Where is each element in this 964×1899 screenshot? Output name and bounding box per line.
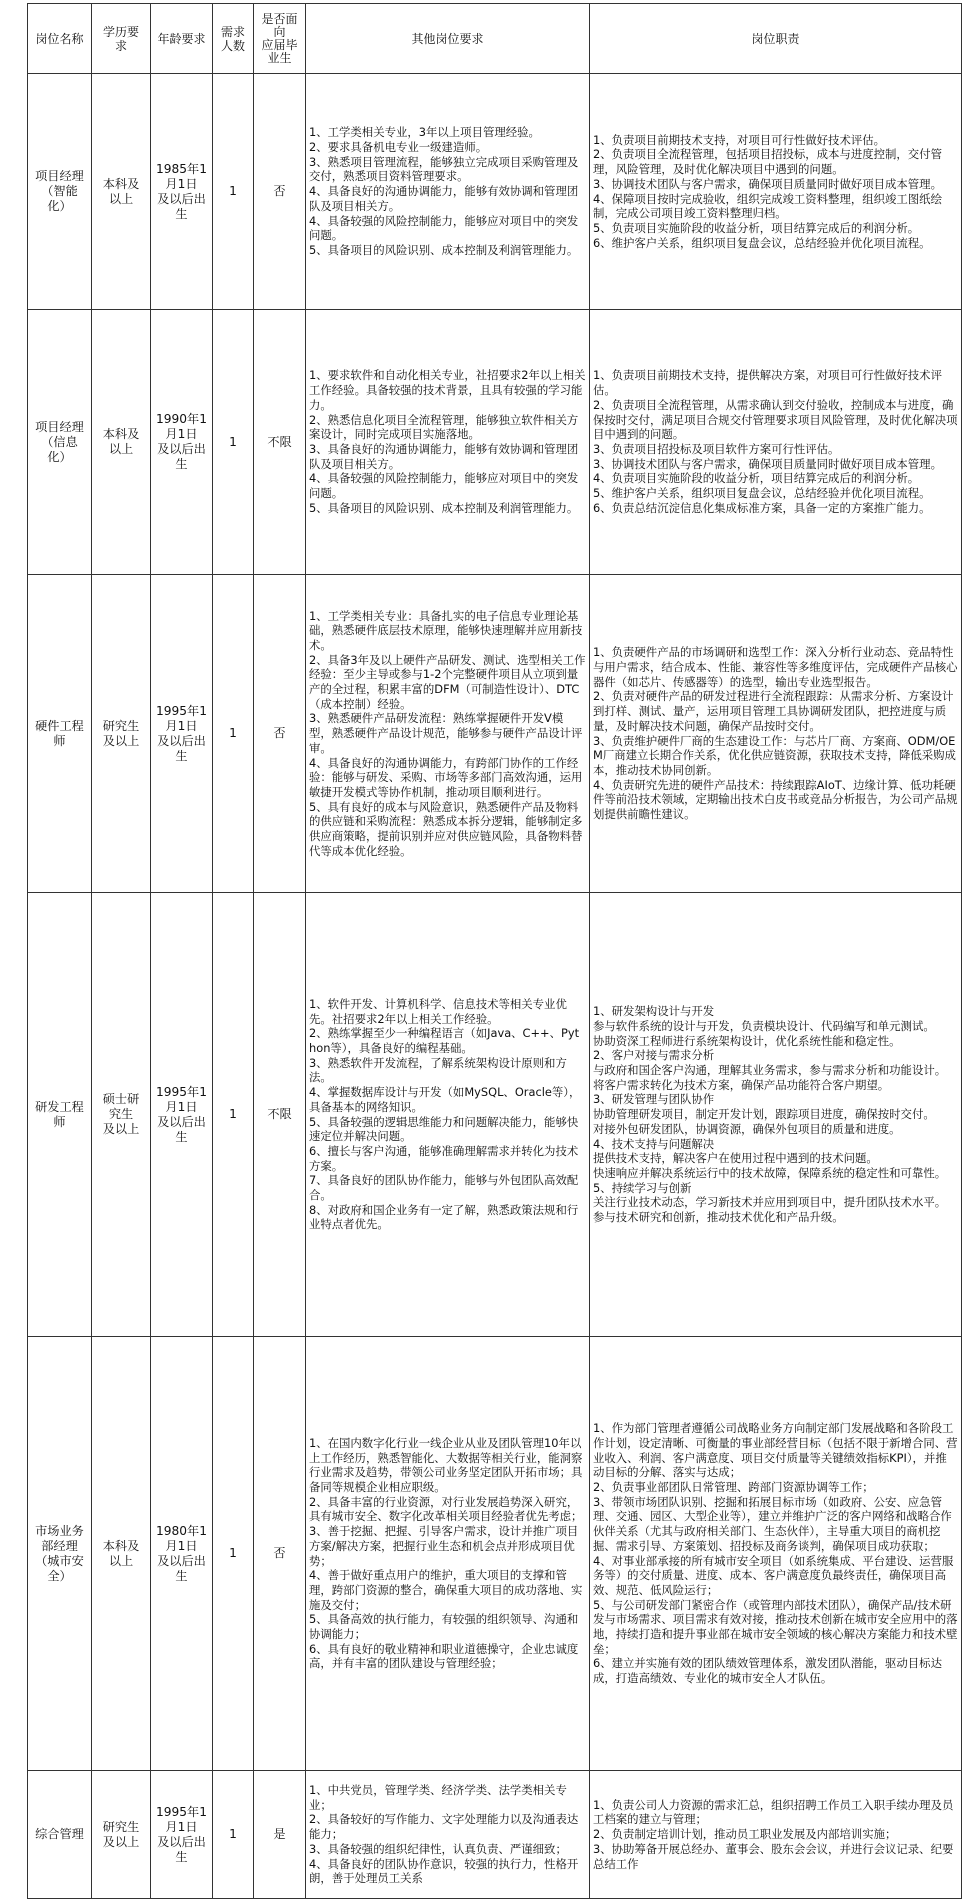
cell-count: 1 [213,1337,254,1771]
header-count: 需求 人数 [213,4,254,74]
cell-age: 1985年1 月1日 及以后出 生 [151,74,213,310]
cell-age: 1995年1 月1日 及以后出 生 [151,893,213,1337]
cell-age: 1995年1 月1日 及以后出 生 [151,1771,213,1899]
header-graduate: 是否面 向 应届毕 业生 [254,4,306,74]
header-other-requirements: 其他岗位要求 [306,4,590,74]
cell-other-requirements: 1、中共党员，管理学类、经济学类、法学类相关专业； 2、具备较好的写作能力、文字处理能力以及沟通表达能力； 3、具备较强的组织纪律性，认真负责、严谨细致； 4、具备良好的团队协作意识，较强的执行力，性格开朗，善于处理员工关系 [306,1771,590,1899]
header-duties: 岗位职责 [590,4,962,74]
cell-education: 研究生 及以上 [92,1771,151,1899]
cell-position-name: 硬件工程 师 [28,575,92,893]
cell-position-name: 综合管理 [28,1771,92,1899]
header-education: 学历要 求 [92,4,151,74]
cell-duties: 1、负责项目前期技术支持，提供解决方案，对项目可行性做好技术评估。 2、负责项目全流程管理，从需求确认到交付验收，控制成本与进度，确保按时交付，满足项目合规交付管理要求项目风险管理，及时优化解决项目中遇到的问题。 3、负责项目招投标及项目软件方案可行性评估。 3、协调技术团队与客户需求，确保项目质量同时做好项目成本管理。 4、负责项目实施阶段的收益分析，项目结算完成后的利润分析。 5、维护客户关系，组织项目复盘会议，总结经验并优化项目流程。 6、负责总结沉淀信息化集成标准方案，具备一定的方案推广能力。 [590,310,962,575]
cell-education: 硕士研 究生 及以上 [92,893,151,1337]
cell-duties: 1、负责公司人力资源的需求汇总，组织招聘工作员工入职手续办理及员工档案的建立与管理； 2、负责制定培训计划，推动员工职业发展及内部培训实施； 3、协助筹备开展总经办、董事会、股东会会议，并进行会议记录、纪要总结工作 [590,1771,962,1899]
cell-position-name: 项目经理 （智能 化） [28,74,92,310]
cell-graduate: 不限 [254,310,306,575]
cell-age: 1995年1 月1日 及以后出 生 [151,575,213,893]
cell-duties: 1、负责项目前期技术支持，对项目可行性做好技术评估。 2、负责项目全流程管理，包括项目招投标，成本与进度控制，交付管理，风险管理，及时优化解决项目中遇到的问题。 3、协调技术团队与客户需求，确保项目质量同时做好项目成本管理。 4、保障项目按时完成验收，组织完成竣工资料整理，组织竣工图纸绘制，完成公司项目竣工资料整理归档。 5、负责项目实施阶段的收益分析，项目结算完成后的利润分析。 6、维护客户关系，组织项目复盘会议，总结经验并优化项目流程。 [590,74,962,310]
cell-duties: 1、作为部门管理者遵循公司战略业务方向制定部门发展战略和各阶段工作计划，设定清晰、可衡量的事业部经营目标（包括不限于新增合同、营业收入、利润、客户满意度、项目交付质量等关键绩效指标KPI），并推动目标的分解、落实与达成； 2、负责事业部团队日常管理、跨部门资源协调等工作； 3、带领市场团队识别、挖掘和拓展目标市场（如政府、公安、应急管理、交通、园区、大型企业等），建立并维护广泛的客户网络和战略合作伙伴关系（尤其与政府相关部门、生态伙伴），主导重大项目的商机挖掘、需求引导、方案策划、招投标及商务谈判，确保项目成功获取； 4、对事业部承接的所有城市安全项目（如系统集成、平台建设、运营服务等）的交付质量、进度、成本、客户满意度负最终责任，确保项目高效、规范、低风险运行； 5、与公司研发部门紧密合作（或管理内部技术团队），确保产品/技术研发与市场需求、项目需求有效对接，推动技术创新在城市安全应用中的落地，持续打造和提升事业部在城市安全领域的核心解决方案能力和技术壁垒； 6、建立并实施有效的团队绩效管理体系，激发团队潜能，驱动目标达成，打造高绩效、专业化的城市安全人才队伍。 [590,1337,962,1771]
cell-education: 本科及 以上 [92,310,151,575]
cell-position-name: 项目经理 （信息 化） [28,310,92,575]
cell-other-requirements: 1、工学类相关专业：具备扎实的电子信息专业理论基础，熟悉硬件底层技术原理，能够快速理解并应用新技术。 2、具备3年及以上硬件产品研发、测试、选型相关工作经验：至少主导或参与1-2个完整硬件项目从立项到量产的全过程，积累丰富的DFM（可制造性设计）、DTC（成本控制）经验。 3、熟悉硬件产品研发流程：熟练掌握硬件开发V模型，熟悉硬件产品设计规范，能够参与硬件产品设计评审。 4、具备良好的沟通协调能力，有跨部门协作的工作经验：能够与研发、采购、市场等多部门高效沟通，运用敏捷开发模式等协作机制，推动项目顺利进行。 5、具有良好的成本与风险意识，熟悉硬件产品及物料的供应链和采购流程：熟悉成本拆分逻辑，能够制定多供应商策略，提前识别并应对供应链风险，具备物料替代等成本优化经验。 [306,575,590,893]
cell-other-requirements: 1、软件开发、计算机科学、信息技术等相关专业优先。社招要求2年以上相关工作经验。 2、熟练掌握至少一种编程语言（如Java、C++、Python等），具备良好的编程基础。 3、熟悉软件开发流程，了解系统架构设计原则和方法。 4、掌握数据库设计与开发（如MySQL、Oracle等），具备基本的网络知识。 5、具备较强的逻辑思维能力和问题解决能力，能够快速定位并解决问题。 6、擅长与客户沟通，能够准确理解需求并转化为技术方案。 7、具备良好的团队协作能力，能够与外包团队高效配合。 8、对政府和国企业务有一定了解，熟悉政策法规和行业特点者优先。 [306,893,590,1337]
cell-position-name: 市场业务 部经理 （城市安 全） [28,1337,92,1771]
table-row [28,1337,962,1771]
table-row [28,74,962,310]
table-header-row [28,4,962,74]
cell-graduate: 不限 [254,893,306,1337]
cell-education: 本科及 以上 [92,74,151,310]
table-row [28,893,962,1337]
cell-duties: 1、负责硬件产品的市场调研和选型工作：深入分析行业动态、竞品特性与用户需求，结合成本、性能、兼容性等多维度评估，完成硬件产品核心器件（如芯片、传感器等）的选型，输出专业选型报告。 2、负责对硬件产品的研发过程进行全流程跟踪：从需求分析、方案设计到打样、测试、量产，运用项目管理工具协调研发团队，把控进度与质量，及时解决技术问题，确保产品按时交付。 3、负责维护硬件厂商的生态建设工作：与芯片厂商、方案商、ODM/OEM厂商建立长期合作关系，优化供应链资源，获取技术支持，降低采购成本，推动技术协同创新。 4、负责研究先进的硬件产品技术：持续跟踪AIoT、边缘计算、低功耗硬件等前沿技术领域，定期输出技术白皮书或竞品分析报告，为公司产品规划提供前瞻性建议。 [590,575,962,893]
cell-count: 1 [213,575,254,893]
table-row [28,1771,962,1899]
cell-age: 1980年1 月1日 及以后出 生 [151,1337,213,1771]
cell-count: 1 [213,310,254,575]
cell-graduate: 否 [254,74,306,310]
cell-graduate: 是 [254,1771,306,1899]
header-age: 年龄要求 [151,4,213,74]
cell-position-name: 研发工程 师 [28,893,92,1337]
cell-count: 1 [213,1771,254,1899]
cell-graduate: 否 [254,1337,306,1771]
cell-other-requirements: 1、在国内数字化行业一线企业从业及团队管理10年以上工作经历，熟悉智能化、大数据等相关行业，能洞察行业需求及趋势，带领公司业务坚定团队开拓市场；具备同等规模企业相应职级。 2、具备丰富的行业资源，对行业发展趋势深入研究，具有城市安全、数字化改革相关项目经验者优先考虑； 3、善于挖掘、把握、引导客户需求，设计并推广项目方案/解决方案，把握行业生态和机会点并形成项目优势； 4、善于做好重点用户的维护，重大项目的支撑和管理，跨部门资源的整合，确保重大项目的成功落地、实施及交付； 5、具备高效的执行能力，有较强的组织领导、沟通和协调能力； 6、具有良好的敬业精神和职业道德操守，企业忠诚度高，并有丰富的团队建设与管理经验； [306,1337,590,1771]
cell-graduate: 否 [254,575,306,893]
cell-other-requirements: 1、工学类相关专业，3年以上项目管理经验。 2、要求具备机电专业一级建造师。 3、熟悉项目管理流程，能够独立完成项目采购管理及交付，熟悉项目资料管理要求。 4、具备良好的沟通协调能力，能够有效协调和管理团队及项目相关方。 4、具备较强的风险控制能力，能够应对项目中的突发问题。 5、具备项目的风险识别、成本控制及利润管理能力。 [306,74,590,310]
cell-other-requirements: 1、要求软件和自动化相关专业，社招要求2年以上相关工作经验。具备较强的技术背景，且具有较强的学习能力。 2、熟悉信息化项目全流程管理，能够独立软件相关方案设计，同时完成项目实施落地。 3、具备良好的沟通协调能力，能够有效协调和管理团队及项目相关方。 4、具备较强的风险控制能力，能够应对项目中的突发问题。 5、具备项目的风险识别、成本控制及利润管理能力。 [306,310,590,575]
cell-duties: 1、研发架构设计与开发 参与软件系统的设计与开发，负责模块设计、代码编写和单元测试。 协助资深工程师进行系统架构设计，优化系统性能和稳定性。 2、客户对接与需求分析 与政府和国企客户沟通，理解其业务需求，参与需求分析和功能设计。 将客户需求转化为技术方案，确保产品功能符合客户期望。 3、研发管理与团队协作 协助管理研发项目，制定开发计划，跟踪项目进度，确保按时交付。 对接外包研发团队，协调资源，确保外包项目的质量和进度。 4、技术支持与问题解决 提供技术支持，解决客户在使用过程中遇到的技术问题。 快速响应并解决系统运行中的技术故障，保障系统的稳定性和可靠性。 5、持续学习与创新 关注行业技术动态，学习新技术并应用到项目中，提升团队技术水平。 参与技术研究和创新，推动技术优化和产品升级。 [590,893,962,1337]
cell-age: 1990年1 月1日 及以后出 生 [151,310,213,575]
table-row [28,310,962,575]
cell-education: 研究生 及以上 [92,575,151,893]
table-row [28,575,962,893]
header-position-name: 岗位名称 [28,4,92,74]
cell-education: 本科及 以上 [92,1337,151,1771]
job-table [27,3,962,1899]
cell-count: 1 [213,74,254,310]
cell-count: 1 [213,893,254,1337]
